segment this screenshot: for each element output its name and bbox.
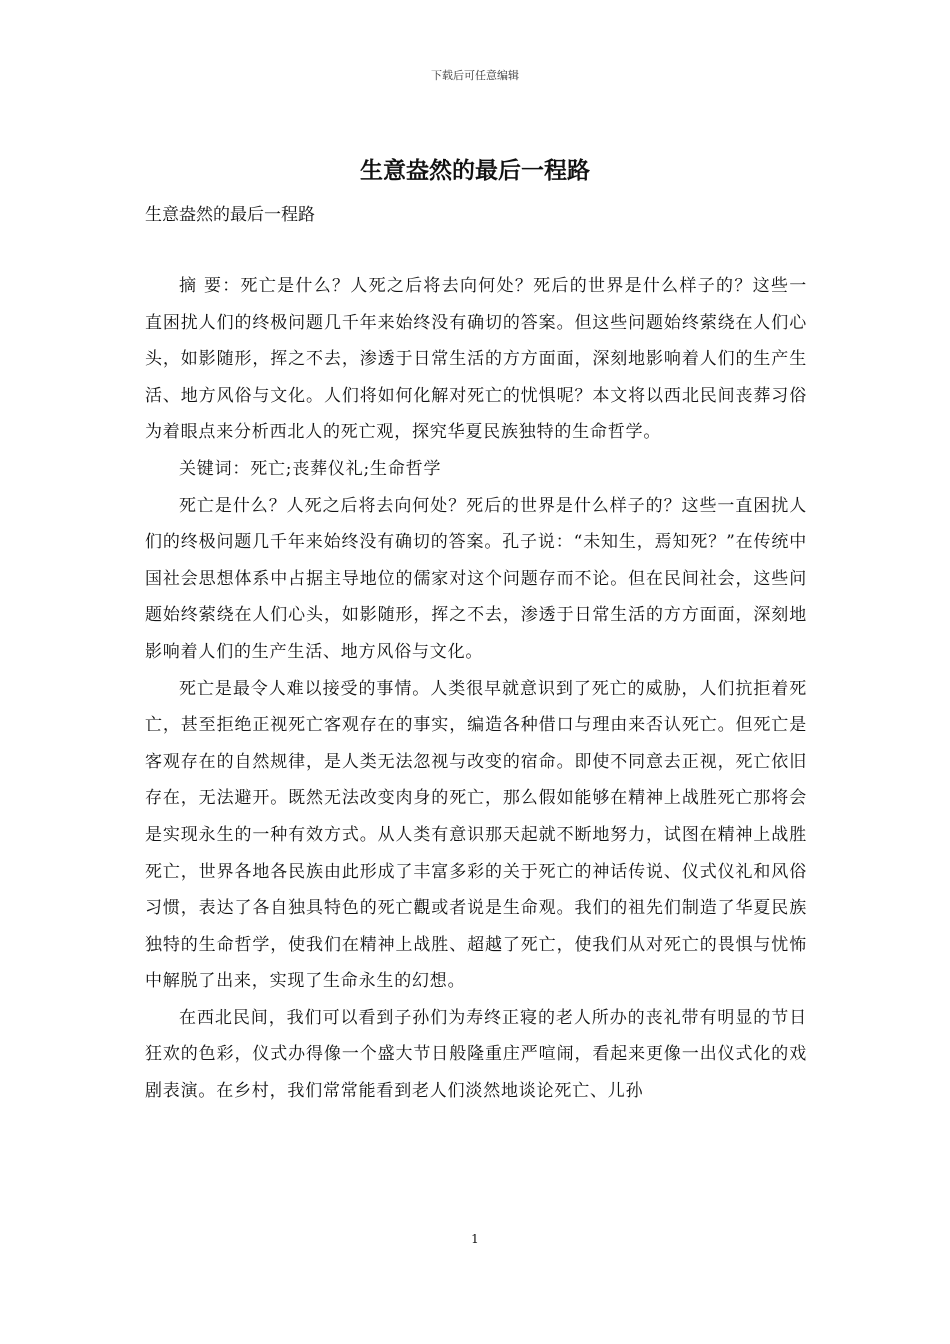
page-number: 1	[471, 1232, 479, 1246]
body-paragraph: 死亡是什么？人死之后将去向何处？死后的世界是什么样子的？这些一直困扰人们的终极问题几千年来始终没有确切的答案。孔子说：“未知生，焉知死？”在传统中国社会思想体系中占据主导地位的儒家对这个问题存而不论。但在民间社会，这些问题始终萦绕在人们心头，如影随形，挥之不去，渗透于日常生活的方方面面，深刻地影响着人们的生产生活、地方风俗与文化。	[145, 495, 807, 662]
body-paragraph: 在西北民间，我们可以看到子孙们为寿终正寝的老人所办的丧礼带有明显的节日狂欢的色彩，仪式办得像一个盛大节日般隆重庄严喧闹，看起来更像一出仪式化的戏剧表演。在乡村，我们常常能看到老人们淡然地谈论死亡、儿孙	[145, 1007, 807, 1102]
abstract-paragraph: 摘 要：死亡是什么？人死之后将去向何处？死后的世界是什么样子的？这些一直困扰人们的终极问题几千年来始终没有确切的答案。但这些问题始终萦绕在人们心头，如影随形，挥之不去，渗透于日常生活的方方面面，深刻地影响着人们的生产生活、地方风俗与文化。人们将如何化解对死亡的忧惧呢？本文将以西北民间丧葬习俗为着眼点来分析西北人的死亡观，探究华夏民族独特的生命哲学。	[145, 276, 807, 443]
document-subtitle: 生意盎然的最后一程路	[145, 205, 315, 225]
body-paragraph: 死亡是最令人难以接受的事情。人类很早就意识到了死亡的威胁，人们抗拒着死亡，甚至拒绝正视死亡客观存在的事实，编造各种借口与理由来否认死亡。但死亡是客观存在的自然规律，是人类无法忽视与改变的宿命。即使不同意去正视，死亡依旧存在，无法避开。既然无法改变肉身的死亡，那么假如能够在精神上战胜死亡那将会是实现永生的一种有效方式。从人类有意识那天起就不断地努力，试图在精神上战胜死亡，世界各地各民族由此形成了丰富多彩的关于死亡的神话传说、仪式仪礼和风俗习惯，表达了各自独具特色的死亡觀或者说是生命观。我们的祖先们制造了华夏民族独特的生命哲学，使我们在精神上战胜、超越了死亡，使我们从对死亡的畏惧与忧怖中解脱了出来，实现了生命永生的幻想。	[145, 678, 807, 992]
document-title: 生意盎然的最后一程路	[360, 157, 590, 184]
keywords-paragraph: 关键词：死亡;丧葬仪礼;生命哲学	[179, 458, 442, 479]
document-body	[145, 268, 807, 1110]
page-header-note: 下载后可任意编辑	[431, 69, 519, 82]
